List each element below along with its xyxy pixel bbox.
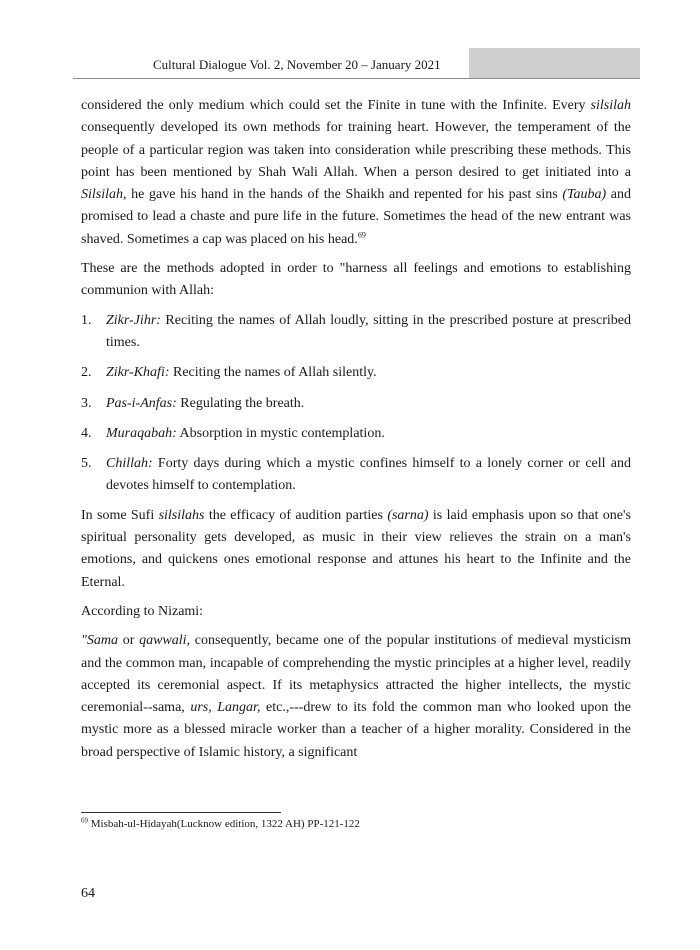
italic-term: silsilah	[590, 98, 631, 113]
italic-term: silsilahs	[158, 507, 205, 523]
journal-title: Cultural Dialogue Vol. 2, November 20 – January 2021	[153, 57, 441, 72]
footnote-text: Misbah-ul-Hidayah(Lucknow edition, 1322 AH) PP-121-122	[88, 818, 360, 830]
header-shade-block	[469, 48, 640, 78]
list-item	[81, 423, 631, 445]
method-description: Absorption in mystic contemplation.	[176, 425, 385, 441]
text-run: etc.,---drew to its fold the common man who looked upon the mystic more as a blessed miracle worker than a teacher of a higher morality. Considered in the broad perspective of Islamic history, a significant	[81, 700, 631, 760]
italic-term: qawwali,	[139, 633, 191, 649]
text-run: considered the only medium which could set the Finite in tune with the Infinite. Every	[81, 98, 591, 113]
page-body	[81, 95, 631, 764]
method-term: Pas-i-Anfas:	[106, 395, 177, 411]
page-number: 64	[81, 886, 95, 901]
list-item	[81, 310, 631, 355]
text-run: the efficacy of audition parties	[204, 507, 388, 523]
method-description: Regulating the breath.	[176, 395, 305, 411]
text-run: and promised to lead a chaste and pure life in the future. Sometimes the head of the new entrant was shaved. Sometimes a cap was placed on his head.	[81, 187, 631, 247]
method-description: Reciting the names of Allah silently.	[169, 365, 377, 381]
list-number: 5.	[81, 456, 92, 472]
method-term: Zikr-Khafi:	[106, 365, 170, 381]
method-description: Reciting the names of Allah loudly, sitting in the prescribed posture at prescribed times.	[106, 312, 631, 350]
paragraph	[81, 95, 631, 251]
running-header	[73, 48, 640, 79]
list-item	[81, 393, 631, 415]
italic-term: Silsilah,	[81, 187, 127, 203]
list-number: 1.	[81, 312, 92, 328]
footnote-rule	[81, 812, 281, 813]
paragraph	[81, 601, 631, 623]
text-run: he gave his hand in the hands of the Shaikh and repented for his past sins	[126, 187, 563, 203]
italic-term: (sarna)	[387, 507, 429, 523]
quotation-paragraph	[81, 630, 631, 764]
list-item	[81, 362, 631, 384]
method-term: Muraqabah:	[106, 425, 177, 441]
list-number: 4.	[81, 425, 92, 441]
method-term: Zikr-Jihr:	[106, 312, 161, 328]
italic-term: urs, Langar,	[190, 700, 261, 716]
text-run: or	[118, 633, 140, 649]
text-run: is laid emphasis upon so that one's spiritual personality gets developed, as music in their view relieves the strain on a man's emotions, and quickens ones emotional response and attunes his heart to the Infinite and the Eternal.	[81, 507, 631, 590]
footnote-number: 69	[81, 816, 88, 825]
methods-list	[81, 310, 631, 498]
text-run: consequently, became one of the popular institutions of medieval mysticism and the common man, incapable of comprehending the mystic principles at a higher level, readily accepted its ceremonial aspect. If its metaphysics attracted the higher intellects, the mystic ceremonial--sama,	[81, 633, 631, 716]
list-number: 3.	[81, 395, 92, 411]
text-run: consequently developed its own methods for training heart. However, the temperament of the people of a particular region was taken into consideration while prescribing these methods. This point has been mentioned by Shah Wali Allah. When a person desired to get initiated into a	[81, 120, 631, 180]
footnote	[81, 818, 360, 830]
text-run: These are the methods adopted in order to "harness all feelings and emotions to establishing communion with Allah:	[81, 261, 631, 299]
paragraph	[81, 258, 631, 303]
text-run: In some Sufi	[81, 507, 159, 523]
list-number: 2.	[81, 365, 92, 381]
method-term: Chillah:	[106, 456, 153, 472]
italic-term: (Tauba)	[562, 187, 607, 203]
method-description: Forty days during which a mystic confines himself to a lonely corner or cell and devotes himself to contemplation.	[106, 456, 631, 494]
footnote-ref: 69	[357, 230, 366, 240]
list-item	[81, 453, 631, 498]
paragraph	[81, 505, 631, 594]
italic-term: "Sama	[81, 633, 118, 649]
text-run: According to Nizami:	[81, 603, 204, 619]
